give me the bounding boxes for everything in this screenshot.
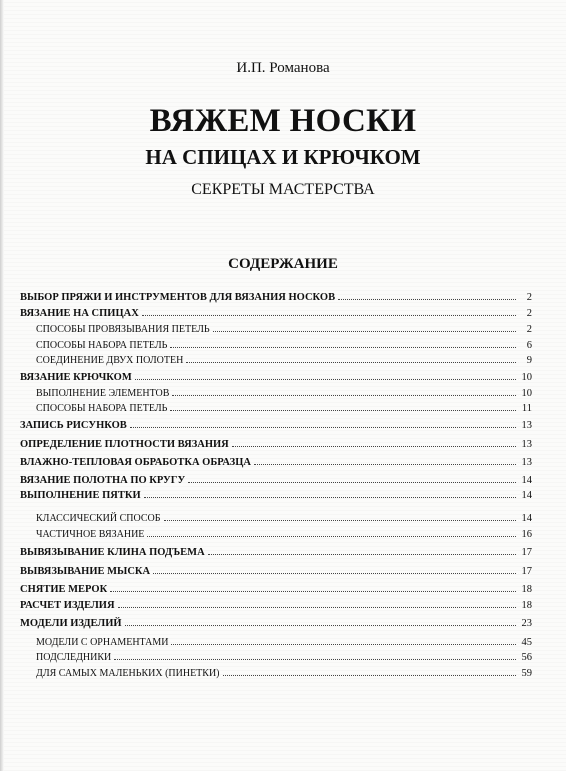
toc-entry [20,421,532,432]
toc-entry-label: ВЯЗАНИЕ КРЮЧКОМ [20,372,132,383]
toc-entry-page-number: 17 [521,547,532,558]
book-title: ВЯЖЕМ НОСКИ [149,103,417,139]
toc-entry-label: ЧАСТИЧНОЕ ВЯЗАНИЕ [36,529,145,540]
dot-leader [223,675,516,676]
toc-entry-label: СОЕДИНЕНИЕ ДВУХ ПОЛОТЕН [36,355,184,366]
toc-entry-label: ЗАПИСЬ РИСУНКОВ [20,420,127,431]
dot-leader [338,299,516,300]
toc-entry [20,653,532,664]
toc-entry [20,404,532,415]
toc-entry [20,585,532,596]
book-subtitle: СЕКРЕТЫ МАСТЕРСТВА [191,181,375,198]
toc-entry [20,638,532,649]
toc-entry-label: МОДЕЛИ С ОРНАМЕНТАМИ [36,637,169,648]
toc-entry-label: СПОСОБЫ ПРОВЯЗЫВАНИЯ ПЕТЕЛЬ [36,324,210,335]
toc-entry-page-number: 13 [521,439,532,450]
dot-leader [164,520,517,521]
toc-entry-page-number: 59 [521,668,532,679]
toc-entry [20,619,532,630]
dot-leader [114,659,516,660]
author-name: И.П. Романова [236,60,330,76]
book-title-line2: НА СПИЦАХ И КРЮЧКОМ [145,145,421,169]
toc-entry-label: ВЫВЯЗЫВАНИЕ КЛИНА ПОДЪЕМА [20,547,205,558]
toc-entry-page-number: 11 [521,403,532,414]
toc-entry-label: ВЫПОЛНЕНИЕ ПЯТКИ [20,490,141,501]
toc-entry-label: ВЫВЯЗЫВАНИЕ МЫСКА [20,566,151,577]
toc-entry-page-number: 23 [521,618,532,629]
toc-entry [20,309,532,320]
toc-entry-page-number: 14 [521,475,532,486]
toc-entry-label: ВЛАЖНО-ТЕПЛОВАЯ ОБРАБОТКА ОБРАЗЦА [20,457,251,468]
toc-entry [20,356,532,367]
toc-entry-label: ДЛЯ САМЫХ МАЛЕНЬКИХ (ПИНЕТКИ) [36,668,220,679]
toc-entry [20,440,532,451]
toc-entry [20,293,532,304]
toc-entry [20,548,532,559]
dot-leader [171,644,516,645]
toc-entry [20,373,532,384]
toc-entry [20,476,532,487]
toc-entry [20,601,532,612]
toc-entry [20,389,532,400]
toc-entry-label: СПОСОБЫ НАБОРА ПЕТЕЛЬ [36,340,168,351]
toc-entry-label: ПОДСЛЕДНИКИ [36,652,112,663]
toc-entry [20,567,532,578]
toc-entry-label: ВЫБОР ПРЯЖИ И ИНСТРУМЕНТОВ ДЛЯ ВЯЗАНИЯ НОСКОВ [20,292,336,303]
dot-leader [144,497,516,498]
toc-entry-page-number: 6 [526,340,532,351]
toc-entry-page-number: 45 [521,637,532,648]
dot-leader [172,395,516,396]
toc-entry [20,669,532,680]
toc-entry-page-number: 13 [521,420,532,431]
toc-entry-page-number: 17 [521,566,532,577]
dot-leader [170,347,516,348]
toc-entry-page-number: 18 [521,600,532,611]
contents-heading: СОДЕРЖАНИЕ [228,256,338,272]
dot-leader [254,464,516,465]
dot-leader [170,410,516,411]
toc-entry-label: ВЯЗАНИЕ ПОЛОТНА ПО КРУГУ [20,475,186,486]
toc-entry-label: РАСЧЕТ ИЗДЕЛИЯ [20,600,115,611]
toc-entry [20,514,532,525]
dot-leader [125,625,516,626]
toc-entry-page-number: 14 [521,490,532,501]
toc-entry-label: СНЯТИЕ МЕРОК [20,584,108,595]
toc-entry-label: ОПРЕДЕЛЕНИЕ ПЛОТНОСТИ ВЯЗАНИЯ [20,439,229,450]
toc-entry-page-number: 2 [526,308,532,319]
dot-leader [142,315,516,316]
toc-entry-label: СПОСОБЫ НАБОРА ПЕТЕЛЬ [36,403,168,414]
toc-entry-label: ВЫПОЛНЕНИЕ ЭЛЕМЕНТОВ [36,388,170,399]
toc-entry-page-number: 2 [526,292,532,303]
toc-entry-page-number: 10 [521,388,532,399]
toc-entry [20,341,532,352]
dot-leader [186,362,516,363]
toc-entry-label: ВЯЗАНИЕ НА СПИЦАХ [20,308,139,319]
toc-entry-page-number: 13 [521,457,532,468]
toc-entry-page-number: 9 [526,355,532,366]
toc-entry [20,458,532,469]
dot-leader [232,446,516,447]
dot-leader [135,379,516,380]
dot-leader [130,427,516,428]
toc-entry [20,530,532,541]
dot-leader [153,573,516,574]
dot-leader [147,536,516,537]
toc-entry-label: КЛАССИЧЕСКИЙ СПОСОБ [36,513,161,524]
toc-entry-label: МОДЕЛИ ИЗДЕЛИЙ [20,618,122,629]
dot-leader [213,331,516,332]
toc-entry-page-number: 56 [521,652,532,663]
dot-leader [208,554,516,555]
dot-leader [188,482,516,483]
toc-entry [20,491,532,502]
toc-entry-page-number: 2 [526,324,532,335]
toc-entry-page-number: 18 [521,584,532,595]
dot-leader [118,607,516,608]
toc-entry-page-number: 10 [521,372,532,383]
toc-entry-page-number: 16 [521,529,532,540]
toc-entry [20,325,532,336]
dot-leader [110,591,516,592]
toc-entry-page-number: 14 [521,513,532,524]
